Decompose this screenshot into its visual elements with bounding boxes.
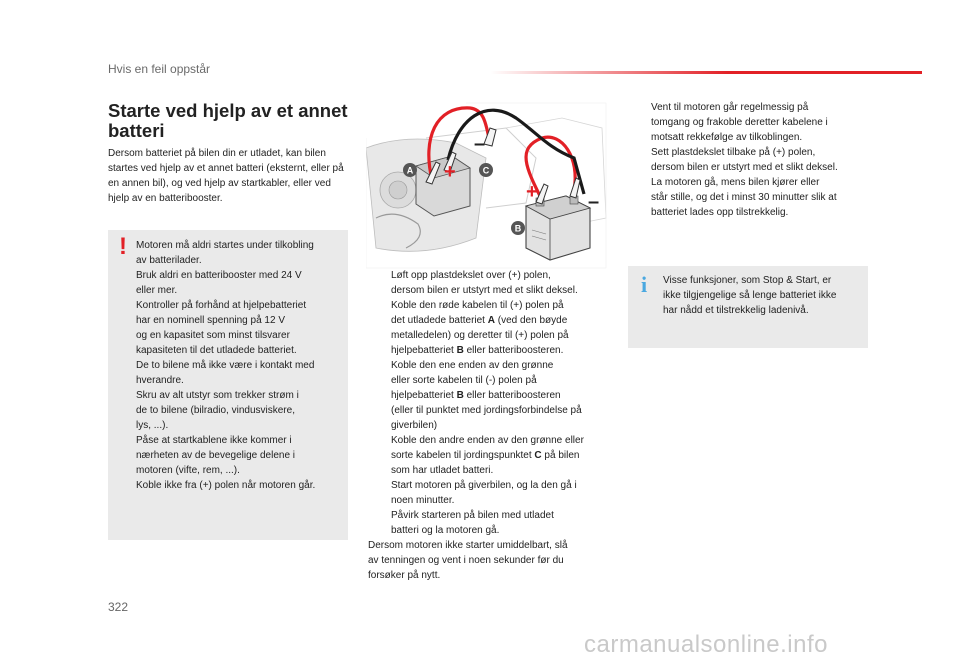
label-b bbox=[511, 221, 525, 235]
discharged-battery bbox=[416, 156, 470, 216]
instruction-steps-right bbox=[628, 100, 868, 220]
list-item: Koble den røde kabelen til (+) polen på det utladede batteriet A (ved den bøyde metalledelen) og deretter til (+) polen på hjelpebatteriet B eller batteriboosteren. bbox=[391, 300, 569, 356]
label-a-text: A bbox=[406, 165, 414, 176]
watermark: carmanualsonline.info bbox=[584, 631, 828, 658]
warning-line: Påse at startkablene ikke kommer i nærheten av de bevegelige delene i motoren (vifte, rem, ...). bbox=[136, 435, 296, 476]
info-icon: i bbox=[641, 272, 648, 297]
list-item: Koble den ene enden av den grønne eller sorte kabelen til (-) polen på hjelpebatteriet B eller batteriboosteren (eller til punktet med jordingsforbindelse på giverbilen) bbox=[391, 360, 582, 431]
list-item: La motoren gå, mens bilen kjører eller står stille, og det i minst 30 minutter slik at batteriet lades opp tilstrekkelig. bbox=[651, 177, 837, 218]
warning-line: Kontroller på forhånd at hjelpebatteriet har en nominell spenning på 12 V og en kapasitet som minst tilsvarer kapasiteten til det utladede batteriet. bbox=[136, 300, 307, 356]
warning-line: Motoren må aldri startes under tilkobling av batterilader. bbox=[136, 240, 314, 266]
warning-line: Koble ikke fra (+) polen når motoren går. bbox=[136, 480, 316, 491]
label-c-text: C bbox=[482, 165, 490, 176]
list-item: Koble den andre enden av den grønne eller sorte kabelen til jordingspunktet C på bilen som har utladet batteri. bbox=[391, 435, 584, 476]
retry-note: Dersom motoren ikke starter umiddelbart, slå av tenningen og vent i noen sekunder før du forsøker på nytt. bbox=[368, 540, 568, 581]
warning-exclamation-icon: ! bbox=[119, 233, 127, 260]
donor-battery bbox=[526, 196, 590, 260]
warning-line: Skru av alt utstyr som trekker strøm i de to bilene (bilradio, vindusviskere, lys, ...). bbox=[136, 390, 299, 431]
minus-sign-b: – bbox=[588, 191, 600, 213]
info-text: Visse funksjoner, som Stop & Start, er ikke tilgjengelige så lenge batteriet ikke har nådd et tilstrekkelig ladenivå. bbox=[663, 275, 837, 316]
header-accent-bar bbox=[490, 71, 922, 74]
section-header: Hvis en feil oppstår bbox=[108, 62, 211, 76]
list-item: Sett plastdekslet tilbake på (+) polen, dersom bilen er utstyrt med et slikt deksel. bbox=[651, 147, 838, 173]
label-c bbox=[479, 163, 493, 177]
plus-sign-a: + bbox=[444, 161, 456, 183]
warning-line: Bruk aldri en batteribooster med 24 V eller mer. bbox=[136, 270, 302, 296]
list-item: Start motoren på giverbilen, og la den gå i noen minutter. bbox=[391, 480, 577, 506]
minus-sign-a: – bbox=[474, 133, 486, 155]
label-b-text: B bbox=[514, 223, 522, 234]
warning-text bbox=[136, 238, 344, 493]
instruction-steps-middle bbox=[368, 268, 614, 583]
list-item: Vent til motoren går regelmessig på tomgang og frakoble deretter kabelene i motsatt rekkefølge av tilkoblingen. bbox=[651, 102, 828, 143]
label-a bbox=[403, 163, 417, 177]
jump-start-illustration bbox=[366, 98, 612, 270]
list-item: Løft opp plastdekslet over (+) polen, dersom bilen er utstyrt med et slikt deksel. bbox=[391, 270, 578, 296]
plus-sign-b: + bbox=[526, 181, 538, 203]
warning-line: De to bilene må ikke være i kontakt med hverandre. bbox=[136, 360, 315, 386]
intro-paragraph: Dersom batteriet på bilen din er utladet, kan bilen startes ved hjelp av et annet batteri (eksternt, eller på en annen bil), og ved hjelp av startkabler, eller ved hjelp av en batteribooster. bbox=[108, 148, 344, 204]
page-title: Starte ved hjelp av et annet batteri bbox=[108, 100, 348, 141]
page-number: 322 bbox=[108, 600, 129, 614]
list-item: Påvirk starteren på bilen med utladet batteri og la motoren gå. bbox=[391, 510, 554, 536]
